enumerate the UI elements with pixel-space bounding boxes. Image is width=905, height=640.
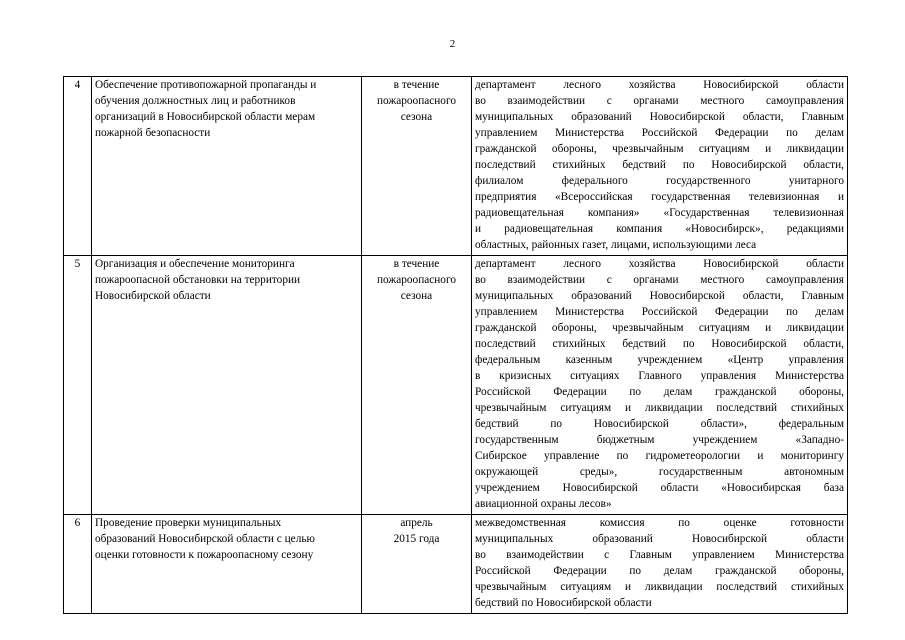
term-cell <box>362 256 472 515</box>
responsible-text-line: авиационной охраны лесов» <box>475 498 612 510</box>
responsible-text-line: управлением Министерства Российской Федерации по делам <box>475 127 844 139</box>
responsible-text-line: радиовещательная компания» «Государственная телевизионная <box>475 207 844 219</box>
event-text-line: организаций в Новосибирской области мерам <box>95 111 316 123</box>
responsible-text-line: департамент лесного хозяйства Новосибирской области <box>475 258 844 270</box>
term-text-line: в течение <box>393 258 440 270</box>
responsible-text-line: бедствий по Новосибирской области <box>475 597 652 609</box>
page-number: 2 <box>449 38 456 50</box>
responsible-text-line: департамент лесного хозяйства Новосибирской области <box>475 79 844 91</box>
responsible-text-line: гражданской обороны, чрезвычайным ситуациям и ликвидации <box>475 322 844 334</box>
responsible-text-line: окружающей среды», государственным автономным <box>475 466 844 478</box>
responsible-text-line: учреждением Новосибирской области «Новосибирская база <box>475 482 844 494</box>
event-text-line: Новосибирской области <box>95 290 211 302</box>
responsible-text-line: муниципальных образований Новосибирской области <box>475 533 844 545</box>
responsible-text-line: последствий стихийных бедствий по Новосибирской области, <box>475 338 844 350</box>
responsible-text-line: Российской Федерации по делам гражданской обороны, <box>475 565 844 577</box>
term-cell <box>362 77 472 256</box>
responsible-text-line: областных, районных газет, лицами, использующими леса <box>475 239 757 251</box>
responsible-text-line: муниципальных образований Новосибирской области, Главным <box>475 111 844 123</box>
responsible-text-line: Сибирское управление по гидрометеорологии и мониторингу <box>475 450 844 462</box>
term-text-line: пожароопасного <box>377 274 456 286</box>
responsible-cell <box>472 77 848 256</box>
table-body <box>64 77 848 614</box>
event-cell <box>92 256 362 515</box>
responsible-text-line: предприятия «Всероссийская государственная телевизионная и <box>475 191 844 203</box>
row-number: 6 <box>64 515 92 614</box>
responsible-text-line: межведомственная комиссия по оценке готовности <box>475 517 844 529</box>
responsible-text-line: бедствий по Новосибирской области», федеральным <box>475 418 844 430</box>
term-text-line: сезона <box>400 290 433 302</box>
responsible-text-line: во взаимодействии с органами местного самоуправления <box>475 274 844 286</box>
responsible-text-line: и радиовещательная компания «Новосибирск», редакциями <box>475 223 844 235</box>
table-row <box>64 515 848 614</box>
event-text-line: обучения должностных лиц и работников <box>95 95 296 107</box>
event-cell <box>92 515 362 614</box>
responsible-cell <box>472 256 848 515</box>
responsible-text-line: чрезвычайным ситуациям и ликвидации последствий стихийных <box>475 402 844 414</box>
table-row <box>64 77 848 256</box>
term-text-line: сезона <box>400 111 433 123</box>
measures-table <box>63 76 848 614</box>
event-text-line: образований Новосибирской области с целью <box>95 533 315 545</box>
responsible-text-line: Российской Федерации по делам гражданской обороны, <box>475 386 844 398</box>
row-number: 5 <box>64 256 92 515</box>
table-row <box>64 256 848 515</box>
responsible-text-line: в кризисных ситуациях Главного управления Министерства <box>475 370 844 382</box>
responsible-text-line: чрезвычайным ситуациям и ликвидации последствий стихийных <box>475 581 844 593</box>
term-text-line: пожароопасного <box>377 95 456 107</box>
event-text-line: Организация и обеспечение мониторинга <box>95 258 295 270</box>
row-number: 4 <box>64 77 92 256</box>
event-text-line: Обеспечение противопожарной пропаганды и <box>95 79 317 91</box>
event-cell <box>92 77 362 256</box>
term-cell <box>362 515 472 614</box>
event-text-line: пожарной безопасности <box>95 127 211 139</box>
responsible-text-line: государственным бюджетным учреждением «Западно- <box>475 434 844 446</box>
responsible-cell <box>472 515 848 614</box>
responsible-text-line: муниципальных образований Новосибирской области, Главным <box>475 290 844 302</box>
responsible-text-line: последствий стихийных бедствий по Новосибирской области, <box>475 159 844 171</box>
responsible-text-line: управлением Министерства Российской Федерации по делам <box>475 306 844 318</box>
responsible-text-line: во взаимодействии с Главным управлением Министерства <box>475 549 844 561</box>
term-text-line: 2015 года <box>393 533 440 545</box>
event-text-line: Проведение проверки муниципальных <box>95 517 282 529</box>
event-text-line: оценки готовности к пожароопасному сезону <box>95 549 314 561</box>
responsible-text-line: федеральным казенным учреждением «Центр управления <box>475 354 844 366</box>
term-text-line: в течение <box>393 79 440 91</box>
responsible-text-line: во взаимодействии с органами местного самоуправления <box>475 95 844 107</box>
responsible-text-line: гражданской обороны, чрезвычайным ситуациям и ликвидации <box>475 143 844 155</box>
event-text-line: пожароопасной обстановки на территории <box>95 274 301 286</box>
responsible-text-line: филиалом федерального государственного унитарного <box>475 175 844 187</box>
term-text-line: апрель <box>400 517 433 529</box>
